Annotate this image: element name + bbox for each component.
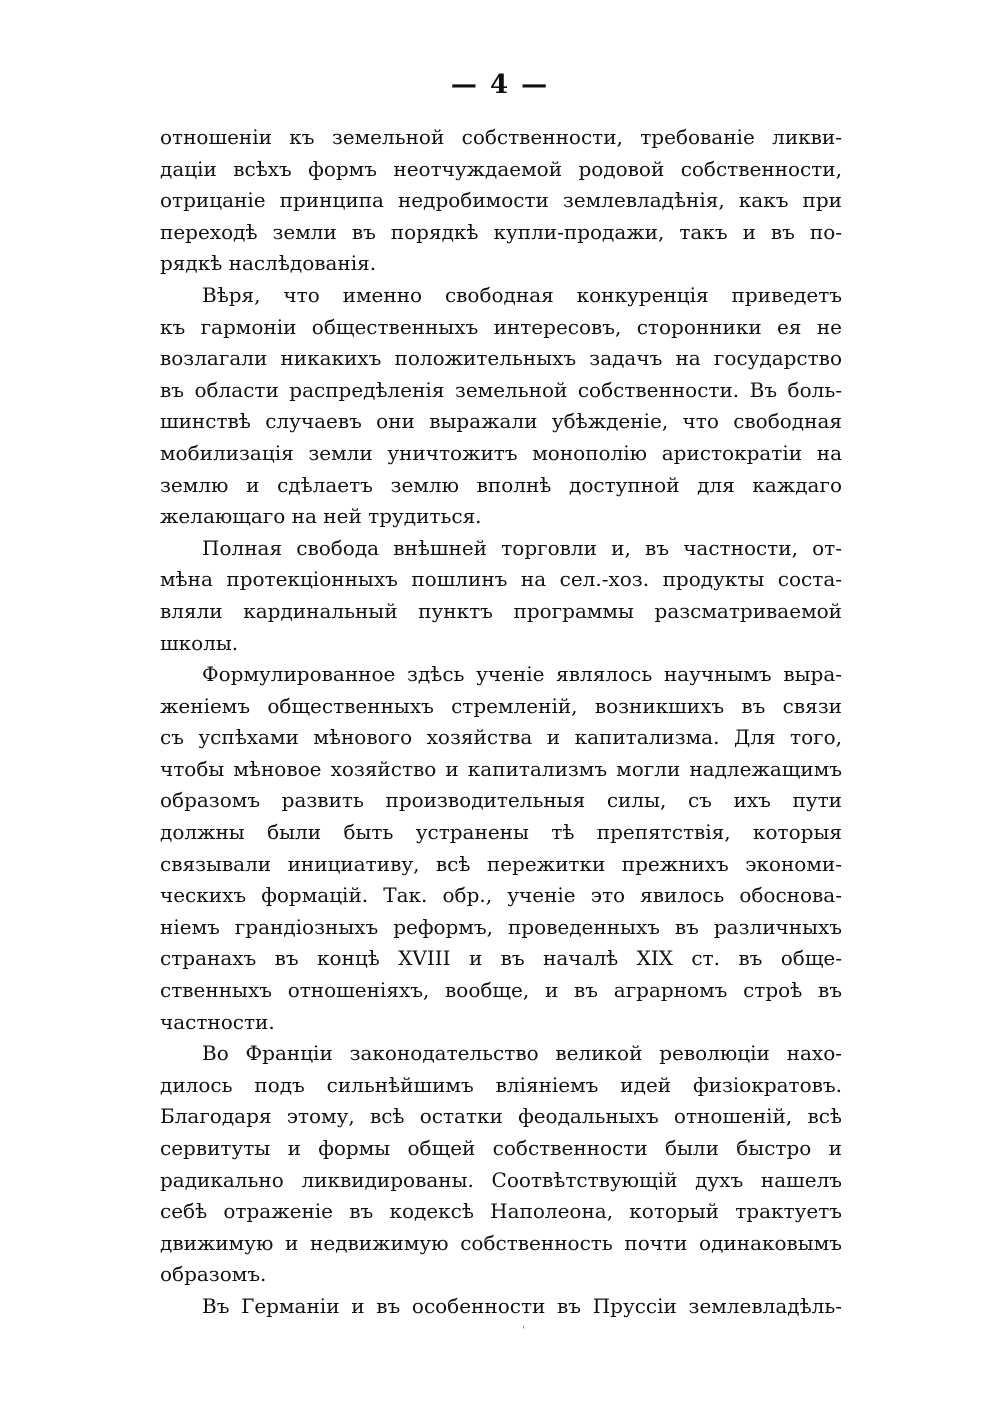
text-line: образомъ развить производительныя силы, съ ихъ пути	[160, 788, 842, 813]
text-line: образомъ.	[160, 1262, 267, 1287]
text-line: ческихъ формацій. Так. обр., ученіе это явилось обоснова-	[160, 883, 842, 908]
text-line: сервитуты и формы общей собственности были быстро и	[160, 1136, 842, 1160]
page-number: — 4 —	[450, 70, 550, 100]
text-line: радикально ликвидированы. Соотвѣтствующій духъ нашелъ	[160, 1167, 842, 1192]
text-line: возлагали никакихъ положительныхъ задачъ на государство	[160, 346, 842, 371]
text-line: Въ Германіи и въ особенности въ Пруссіи землевладѣль-	[202, 1293, 842, 1318]
text-line: связывали инициативу, всѣ пережитки прежнихъ экономи-	[160, 851, 842, 876]
text-line: женіемъ общественныхъ стремленій, возникшихъ въ связи	[160, 693, 842, 718]
text-line: мобилизація земли уничтожитъ монополію аристократіи на	[160, 440, 842, 465]
body-text	[160, 122, 842, 1323]
text-line: Вѣря, что именно свободная конкуренція приведетъ	[202, 282, 842, 307]
text-line: Полная свобода внѣшней торговли и, въ частности, от-	[202, 535, 842, 560]
text-line: ніемъ грандіозныхъ реформъ, проведенныхъ въ различныхъ	[160, 914, 842, 939]
text-line: частности.	[160, 1009, 275, 1034]
text-line: Формулированное здѣсь ученіе являлось научнымъ выра-	[202, 662, 842, 687]
text-line: Во Франціи законодательство великой революціи нахо-	[202, 1041, 842, 1066]
text-line: ственныхъ отношеніяхъ, вообще, и въ аграрномъ строѣ въ	[160, 978, 842, 1003]
text-line: въ области распредѣленія земельной собственности. Въ боль-	[160, 377, 842, 402]
text-line: землю и сдѣлаетъ землю вполнѣ доступной для каждаго	[160, 472, 842, 497]
text-line: странахъ въ концѣ XVIII и въ началѣ XIX ст. въ обще-	[160, 946, 842, 971]
text-line: даціи всѣхъ формъ неотчуждаемой родовой собственности,	[160, 156, 842, 181]
text-line: шинствѣ случаевъ они выражали убѣжденіе, что свободная	[160, 409, 842, 434]
scan-mark: ˈ	[522, 1324, 526, 1338]
text-line: къ гармоніи общественныхъ интересовъ, сторонники ея не	[160, 314, 842, 339]
text-line: чтобы мѣновое хозяйство и капитализмъ могли надлежащимъ	[160, 756, 842, 781]
text-line: дилось подъ сильнѣйшимъ вліяніемъ идей физіократовъ.	[160, 1072, 842, 1097]
text-line: вляли кардинальный пунктъ программы разсматриваемой	[160, 598, 842, 623]
text-line: движимую и недвижимую собственность почти одинаковымъ	[160, 1230, 842, 1255]
text-line: отношеніи къ земельной собственности, требованіе ликви-	[160, 125, 842, 149]
text-line: себѣ отраженіе въ кодексѣ Наполеона, который трактуетъ	[160, 1199, 842, 1224]
text-line: должны были быть устранены тѣ препятствія, которыя	[160, 820, 842, 845]
text-line: рядкѣ наслѣдованія.	[160, 251, 377, 276]
text-line: школы.	[160, 630, 239, 655]
text-line: отрицаніе принципа недробимости землевладѣнія, какъ при	[160, 188, 842, 213]
text-line: съ успѣхами мѣнового хозяйства и капитализма. Для того,	[160, 725, 842, 750]
text-line: желающаго на ней трудиться.	[160, 504, 482, 529]
text-line: Благодаря этому, всѣ остатки феодальныхъ отношеній, всѣ	[160, 1104, 842, 1129]
text-line: мѣна протекціонныхъ пошлинъ на сел.-хоз. продукты соста-	[160, 567, 842, 592]
text-line: переходѣ земли въ порядкѣ купли-продажи, такъ и въ по-	[160, 219, 842, 244]
